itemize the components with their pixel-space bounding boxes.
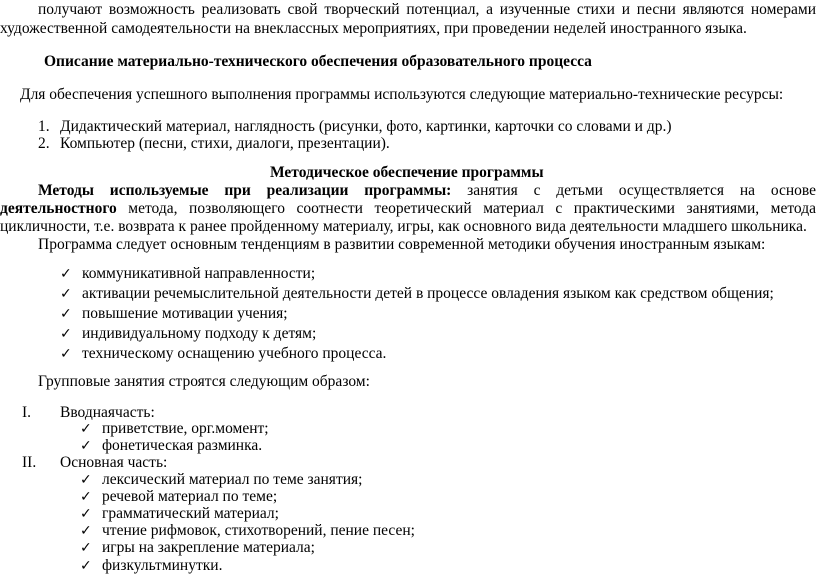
part-2-title: Основная часть:	[60, 454, 168, 471]
methods-para-line-1-rest: занятия с детьми осуществляется на основе	[451, 182, 816, 199]
part-2-item: грамматический материал;	[102, 505, 279, 522]
methods-para-line-2-rest: метода, позволяющего соотнести теоретический материал с практическими занятиями, метода	[116, 200, 816, 217]
trend-item: коммуникативной направленности;	[82, 265, 316, 282]
methods-para-line-3: цикличности, т.е. возврата к ранее пройденному материалу, игры, как основного вида деятельности младшего школьника.	[0, 218, 807, 235]
trend-item: техническому оснащению учебного процесса.	[82, 345, 387, 362]
trend-item: индивидуальному подходу к детям;	[82, 325, 317, 342]
check-icon: ✓	[80, 438, 92, 454]
part-2-item: физкультминутки.	[102, 557, 223, 574]
materials-heading: Описание материально-технического обеспечения образовательного процесса	[44, 53, 592, 70]
check-icon: ✓	[80, 540, 92, 556]
methods-activity-term: деятельностного	[0, 200, 117, 217]
intro-line-2: художественной самодеятельности на внеклассных мероприятиях, при проведении неделей иностранного языка.	[0, 20, 747, 37]
part-1-item: фонетическая разминка.	[102, 437, 263, 454]
part-2-item: чтение рифмовок, стихотворений, пение песен;	[102, 522, 415, 539]
methods-label: Методы используемые при реализации программы:	[38, 182, 452, 199]
check-icon: ✓	[60, 286, 72, 302]
methods-para-line-4: Программа следует основным тенденциям в развитии современной методики обучения иностранным языкам:	[38, 236, 766, 253]
check-icon: ✓	[60, 346, 72, 362]
materials-item-1-num: 1.	[38, 118, 50, 135]
intro-line-1: получают возможность реализовать свой творческий потенциал, а изученные стихи и песни являются номерами	[38, 1, 816, 18]
check-icon: ✓	[80, 489, 92, 505]
methods-para-line-2	[0, 199, 816, 219]
part-1-item: приветствие, орг.момент;	[102, 420, 269, 437]
materials-item-2-num: 2.	[38, 135, 50, 152]
methods-heading: Методическое обеспечение программы	[270, 164, 544, 181]
materials-lead: Для обеспечения успешного выполнения программы используются следующие материально-технические ресурсы:	[20, 86, 784, 103]
check-icon: ✓	[80, 421, 92, 437]
methods-para-line-1	[38, 181, 816, 201]
materials-item-1: Дидактический материал, наглядность (рисунки, фото, картинки, карточки со словами и др.)	[60, 118, 672, 135]
check-icon: ✓	[60, 306, 72, 322]
part-1-title: Вводнаячасть:	[60, 404, 155, 421]
part-2-numeral: II.	[22, 454, 37, 471]
trend-item: активации речемыслительной деятельности детей в процессе овладения языком как средством общения;	[82, 285, 774, 302]
check-icon: ✓	[80, 558, 92, 574]
part-2-item: речевой материал по теме;	[102, 488, 278, 505]
check-icon: ✓	[60, 266, 72, 282]
lessons-lead: Групповые занятия строятся следующим образом:	[38, 373, 370, 390]
part-2-item: игры на закрепление материала;	[102, 539, 315, 556]
check-icon: ✓	[80, 472, 92, 488]
check-icon: ✓	[80, 506, 92, 522]
materials-item-2: Компьютер (песни, стихи, диалоги, презентации).	[60, 135, 390, 152]
part-1-numeral: I.	[22, 404, 32, 421]
part-2-item: лексический материал по теме занятия;	[102, 471, 363, 488]
check-icon: ✓	[80, 523, 92, 539]
trend-item: повышение мотивации учения;	[82, 305, 288, 322]
check-icon: ✓	[60, 326, 72, 342]
